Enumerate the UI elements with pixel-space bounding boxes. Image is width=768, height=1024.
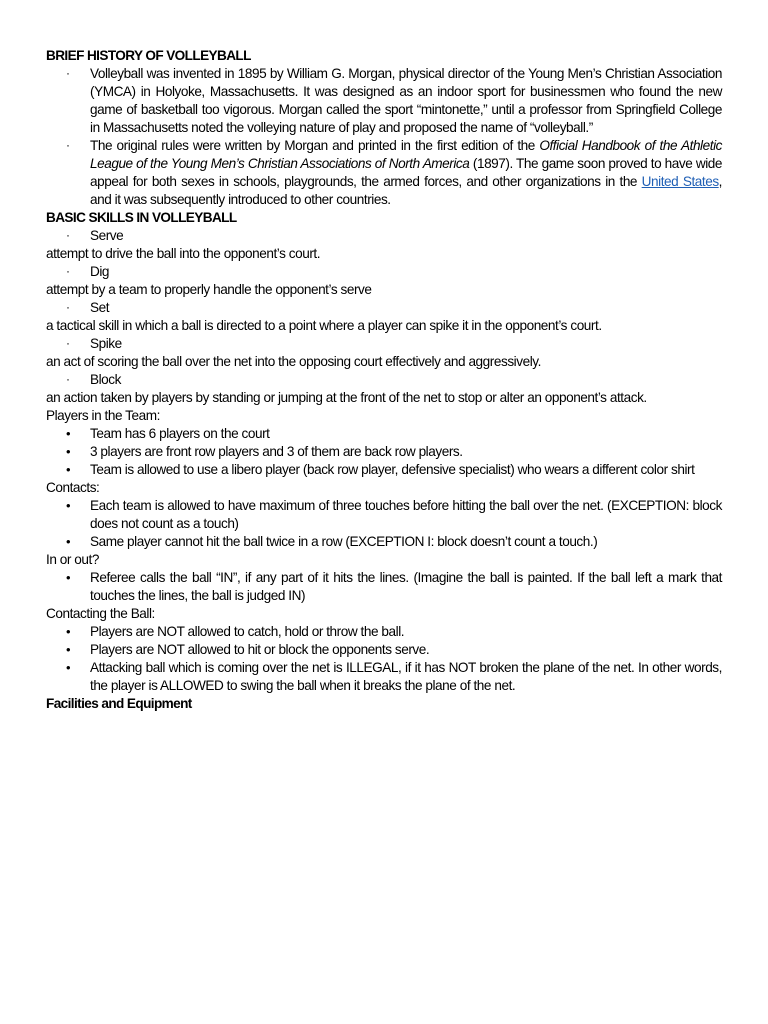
history-p2-text-b: (1897). The game soon proved to have wide appeal for both sexes in schools, playgrounds, the armed forces, and other organizations in the (90, 156, 722, 189)
contacting-list (46, 623, 722, 695)
inout-list (46, 569, 722, 605)
document-body (46, 47, 722, 713)
history-paragraph-1: · Volleyball was invented in 1895 by William G. Morgan, physical director of the Young Men’s Christian Association (YMCA) in Holyoke, Massachusetts. It was designed as an indoor sport for businessmen who found the new game of basketball too vigorous. Morgan called the sport “mintonette,” until a professor from Springfield College in Massachusetts noted the volleying nature of play and proposed the name of “volleyball.” (46, 65, 722, 137)
skill-desc: an action taken by players by standing or jumping at the front of the net to stop or alter an opponent’s attack. (46, 390, 647, 405)
players-heading: Players in the Team: (46, 408, 160, 423)
history-paragraph-2 (46, 137, 722, 209)
skill-desc: attempt to drive the ball into the opponent’s court. (46, 246, 321, 261)
inout-heading: In or out? (46, 552, 99, 567)
history-heading: BRIEF HISTORY OF VOLLEYBALL (46, 48, 251, 63)
skill-item (46, 335, 722, 371)
players-item: • Team is allowed to use a libero player (back row player, defensive specialist) who wears a different color shirt (46, 461, 722, 479)
skill-item (46, 227, 722, 263)
skill-desc: an act of scoring the ball over the net into the opposing court effectively and aggressively. (46, 354, 541, 369)
contacting-item: • Attacking ball which is coming over the net is ILLEGAL, if it has NOT broken the plane of the net. In other words, the player is ALLOWED to swing the ball when it breaks the plane of the net. (46, 659, 722, 695)
contacts-item: • Each team is allowed to have maximum of three touches before hitting the ball over the net. (EXCEPTION: block does not count as a touch) (46, 497, 722, 533)
skill-name: · Block (90, 372, 121, 387)
skill-desc: a tactical skill in which a ball is directed to a point where a player can spike it in the opponent’s court. (46, 318, 602, 333)
contacts-heading: Contacts: (46, 480, 100, 495)
skill-desc: attempt by a team to properly handle the opponent’s serve (46, 282, 372, 297)
history-list (46, 65, 722, 209)
players-item: • 3 players are front row players and 3 of them are back row players. (46, 443, 722, 461)
skill-name: · Serve (90, 228, 124, 243)
facilities-heading: Facilities and Equipment (46, 696, 192, 711)
contacting-item: • Players are NOT allowed to catch, hold or throw the ball. (46, 623, 722, 641)
skills-heading: BASIC SKILLS IN VOLLEYBALL (46, 210, 237, 225)
skill-item (46, 263, 722, 299)
skill-name: · Dig (90, 264, 110, 279)
united-states-link[interactable]: United States (641, 174, 719, 189)
contacts-list (46, 497, 722, 551)
players-list (46, 425, 722, 479)
skill-item (46, 299, 722, 335)
contacting-heading: Contacting the Ball: (46, 606, 155, 621)
contacting-item: • Players are NOT allowed to hit or block the opponents serve. (46, 641, 722, 659)
skill-name: · Spike (90, 336, 122, 351)
inout-item: • Referee calls the ball “IN”, if any part of it hits the lines. (Imagine the ball is painted. If the ball left a mark that touches the lines, the ball is judged IN) (46, 569, 722, 605)
skill-item (46, 371, 722, 407)
contacts-item: • Same player cannot hit the ball twice in a row (EXCEPTION I: block doesn’t count a touch.) (46, 533, 722, 551)
handbook-title: Official Handbook of the Athletic League of the Young Men’s Christian Associations of North America (90, 138, 722, 171)
skill-name: · Set (90, 300, 110, 315)
history-p2-text-c: , and it was subsequently introduced to other countries. (90, 174, 722, 207)
history-p2-text-a: The original rules were written by Morgan and printed in the first edition of the (90, 138, 540, 153)
players-item: • Team has 6 players on the court (46, 425, 722, 443)
skills-list (46, 227, 722, 407)
